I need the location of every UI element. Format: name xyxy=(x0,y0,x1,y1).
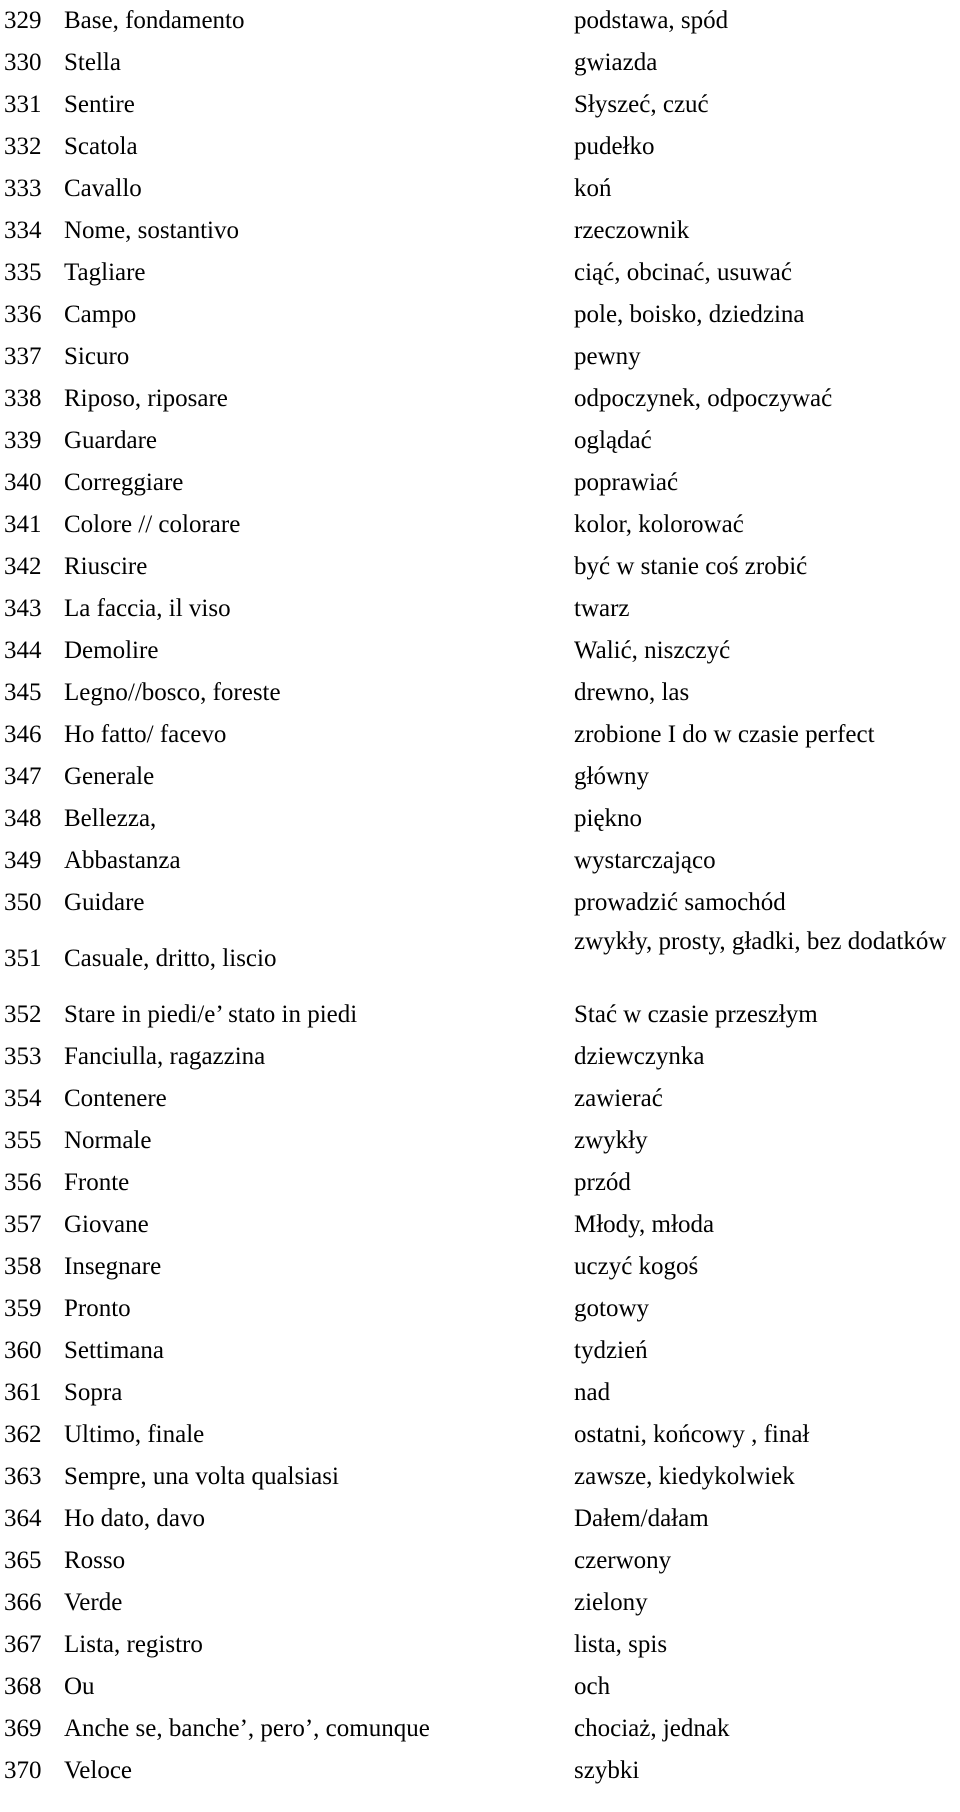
list-item xyxy=(0,1372,960,1414)
entry-number: 370 xyxy=(4,1757,42,1784)
polish-translation: poprawiać xyxy=(574,469,679,496)
list-item xyxy=(0,1666,960,1708)
entry-number: 337 xyxy=(4,343,42,370)
list-item xyxy=(0,1582,960,1624)
entry-number: 354 xyxy=(4,1085,42,1112)
italian-term: Legno//bosco, foreste xyxy=(64,679,281,706)
list-item xyxy=(0,798,960,840)
italian-term: Ultimo, finale xyxy=(64,1421,205,1448)
polish-translation: och xyxy=(574,1673,611,1700)
italian-term: Fanciulla, ragazzina xyxy=(64,1043,266,1070)
italian-term: Cavallo xyxy=(64,175,142,202)
list-item xyxy=(0,1162,960,1204)
italian-term: Sopra xyxy=(64,1379,123,1406)
polish-translation: zrobione I do w czasie perfect xyxy=(574,721,875,748)
italian-term: Colore // colorare xyxy=(64,511,241,538)
polish-translation: twarz xyxy=(574,595,630,622)
italian-term: Ho fatto/ facevo xyxy=(64,721,227,748)
polish-translation: chociaż, jednak xyxy=(574,1715,730,1742)
list-item xyxy=(0,1624,960,1666)
polish-translation: Dałem/dałam xyxy=(574,1505,709,1532)
entry-number: 340 xyxy=(4,469,42,496)
entry-number: 344 xyxy=(4,637,42,664)
list-item xyxy=(0,1750,960,1792)
entry-number: 350 xyxy=(4,889,42,916)
list-item xyxy=(0,1498,960,1540)
italian-term: La faccia, il viso xyxy=(64,595,231,622)
list-item xyxy=(0,1330,960,1372)
entry-number: 342 xyxy=(4,553,42,580)
list-item xyxy=(0,924,960,994)
italian-term: Riposo, riposare xyxy=(64,385,228,412)
entry-number: 366 xyxy=(4,1589,42,1616)
polish-translation: ciąć, obcinać, usuwać xyxy=(574,259,792,286)
entry-number: 362 xyxy=(4,1421,42,1448)
polish-translation: zielony xyxy=(574,1589,648,1616)
italian-term: Bellezza, xyxy=(64,805,157,832)
polish-translation: zawierać xyxy=(574,1085,663,1112)
entry-number: 348 xyxy=(4,805,42,832)
entry-number: 359 xyxy=(4,1295,42,1322)
list-item xyxy=(0,378,960,420)
list-item xyxy=(0,546,960,588)
italian-term: Sicuro xyxy=(64,343,130,370)
list-item xyxy=(0,756,960,798)
polish-translation: zwykły xyxy=(574,1127,648,1154)
entry-number: 330 xyxy=(4,49,42,76)
entry-number: 357 xyxy=(4,1211,42,1238)
italian-term: Contenere xyxy=(64,1085,167,1112)
list-item xyxy=(0,588,960,630)
list-item xyxy=(0,504,960,546)
list-item xyxy=(0,1456,960,1498)
polish-translation: zwykły, prosty, gładki, bez dodatków xyxy=(574,928,947,955)
italian-term: Fronte xyxy=(64,1169,130,1196)
italian-term: Casuale, dritto, liscio xyxy=(64,945,277,972)
italian-term: Stella xyxy=(64,49,121,76)
italian-term: Stare in piedi/e’ stato in piedi xyxy=(64,1001,358,1028)
list-item xyxy=(0,168,960,210)
list-item xyxy=(0,1414,960,1456)
polish-translation: gwiazda xyxy=(574,49,658,76)
italian-term: Correggiare xyxy=(64,469,184,496)
italian-term: Guardare xyxy=(64,427,157,454)
italian-term: Sentire xyxy=(64,91,135,118)
polish-translation: szybki xyxy=(574,1757,640,1784)
list-item xyxy=(0,714,960,756)
entry-number: 360 xyxy=(4,1337,42,1364)
italian-term: Riuscire xyxy=(64,553,148,580)
italian-term: Settimana xyxy=(64,1337,164,1364)
italian-term: Campo xyxy=(64,301,137,328)
entry-number: 334 xyxy=(4,217,42,244)
polish-translation: gotowy xyxy=(574,1295,649,1322)
entry-number: 345 xyxy=(4,679,42,706)
list-item xyxy=(0,462,960,504)
entry-number: 367 xyxy=(4,1631,42,1658)
italian-term: Generale xyxy=(64,763,155,790)
polish-translation: odpoczynek, odpoczywać xyxy=(574,385,833,412)
entry-number: 333 xyxy=(4,175,42,202)
list-item xyxy=(0,1036,960,1078)
polish-translation: czerwony xyxy=(574,1547,672,1574)
polish-translation: ostatni, końcowy , finał xyxy=(574,1421,810,1448)
polish-translation: przód xyxy=(574,1169,631,1196)
polish-translation: główny xyxy=(574,763,649,790)
italian-term: Tagliare xyxy=(64,259,146,286)
entry-number: 365 xyxy=(4,1547,42,1574)
list-item xyxy=(0,840,960,882)
polish-translation: rzeczownik xyxy=(574,217,690,244)
entry-number: 346 xyxy=(4,721,42,748)
italian-term: Abbastanza xyxy=(64,847,181,874)
list-item xyxy=(0,1204,960,1246)
entry-number: 335 xyxy=(4,259,42,286)
list-item xyxy=(0,1288,960,1330)
entry-number: 336 xyxy=(4,301,42,328)
polish-translation: pole, boisko, dziedzina xyxy=(574,301,805,328)
entry-number: 368 xyxy=(4,1673,42,1700)
list-item xyxy=(0,1120,960,1162)
entry-number: 363 xyxy=(4,1463,42,1490)
entry-number: 349 xyxy=(4,847,42,874)
italian-term: Lista, registro xyxy=(64,1631,203,1658)
list-item xyxy=(0,210,960,252)
polish-translation: lista, spis xyxy=(574,1631,668,1658)
list-item xyxy=(0,994,960,1036)
polish-translation: kolor, kolorować xyxy=(574,511,744,538)
entry-number: 338 xyxy=(4,385,42,412)
list-item xyxy=(0,252,960,294)
polish-translation: Młody, młoda xyxy=(574,1211,715,1238)
polish-translation: uczyć kogoś xyxy=(574,1253,699,1280)
polish-translation: być w stanie coś zrobić xyxy=(574,553,808,580)
polish-translation: Walić, niszczyć xyxy=(574,637,731,664)
polish-translation: prowadzić samochód xyxy=(574,889,786,916)
polish-translation: tydzień xyxy=(574,1337,648,1364)
entry-number: 356 xyxy=(4,1169,42,1196)
entry-number: 347 xyxy=(4,763,42,790)
entry-number: 343 xyxy=(4,595,42,622)
polish-translation: pewny xyxy=(574,343,641,370)
italian-term: Verde xyxy=(64,1589,123,1616)
list-item xyxy=(0,882,960,924)
list-item xyxy=(0,420,960,462)
list-item xyxy=(0,42,960,84)
italian-term: Demolire xyxy=(64,637,159,664)
entry-number: 369 xyxy=(4,1715,42,1742)
polish-translation: dziewczynka xyxy=(574,1043,705,1070)
list-item xyxy=(0,1246,960,1288)
entry-number: 332 xyxy=(4,133,42,160)
italian-term: Guidare xyxy=(64,889,145,916)
italian-term: Sempre, una volta qualsiasi xyxy=(64,1463,339,1490)
italian-term: Giovane xyxy=(64,1211,149,1238)
italian-term: Scatola xyxy=(64,133,138,160)
italian-term: Rosso xyxy=(64,1547,126,1574)
polish-translation: pudełko xyxy=(574,133,655,160)
entry-number: 339 xyxy=(4,427,42,454)
list-item xyxy=(0,294,960,336)
italian-term: Pronto xyxy=(64,1295,131,1322)
entry-number: 331 xyxy=(4,91,42,118)
italian-term: Nome, sostantivo xyxy=(64,217,239,244)
italian-term: Anche se, banche’, pero’, comunque xyxy=(64,1715,430,1742)
polish-translation: Słyszeć, czuć xyxy=(574,91,709,118)
entry-number: 361 xyxy=(4,1379,42,1406)
italian-term: Veloce xyxy=(64,1757,133,1784)
list-item xyxy=(0,84,960,126)
polish-translation: drewno, las xyxy=(574,679,690,706)
entry-number: 329 xyxy=(4,7,42,34)
list-item xyxy=(0,1078,960,1120)
italian-term: Insegnare xyxy=(64,1253,162,1280)
entry-number: 351 xyxy=(4,945,42,972)
entry-number: 352 xyxy=(4,1001,42,1028)
polish-translation: zawsze, kiedykolwiek xyxy=(574,1463,795,1490)
list-item xyxy=(0,1708,960,1750)
polish-translation: koń xyxy=(574,175,612,202)
polish-translation: oglądać xyxy=(574,427,652,454)
polish-translation: podstawa, spód xyxy=(574,7,729,34)
entry-number: 353 xyxy=(4,1043,42,1070)
list-item xyxy=(0,630,960,672)
italian-term: Normale xyxy=(64,1127,152,1154)
list-item xyxy=(0,1540,960,1582)
entry-number: 355 xyxy=(4,1127,42,1154)
polish-translation: Stać w czasie przeszłym xyxy=(574,1001,818,1028)
entry-number: 358 xyxy=(4,1253,42,1280)
list-item xyxy=(0,0,960,42)
entry-number: 341 xyxy=(4,511,42,538)
polish-translation: piękno xyxy=(574,805,643,832)
italian-term: Ou xyxy=(64,1673,95,1700)
italian-term: Base, fondamento xyxy=(64,7,245,34)
polish-translation: wystarczająco xyxy=(574,847,716,874)
list-item xyxy=(0,126,960,168)
list-item xyxy=(0,336,960,378)
entry-number: 364 xyxy=(4,1505,42,1532)
list-item xyxy=(0,672,960,714)
polish-translation: nad xyxy=(574,1379,611,1406)
italian-term: Ho dato, davo xyxy=(64,1505,205,1532)
